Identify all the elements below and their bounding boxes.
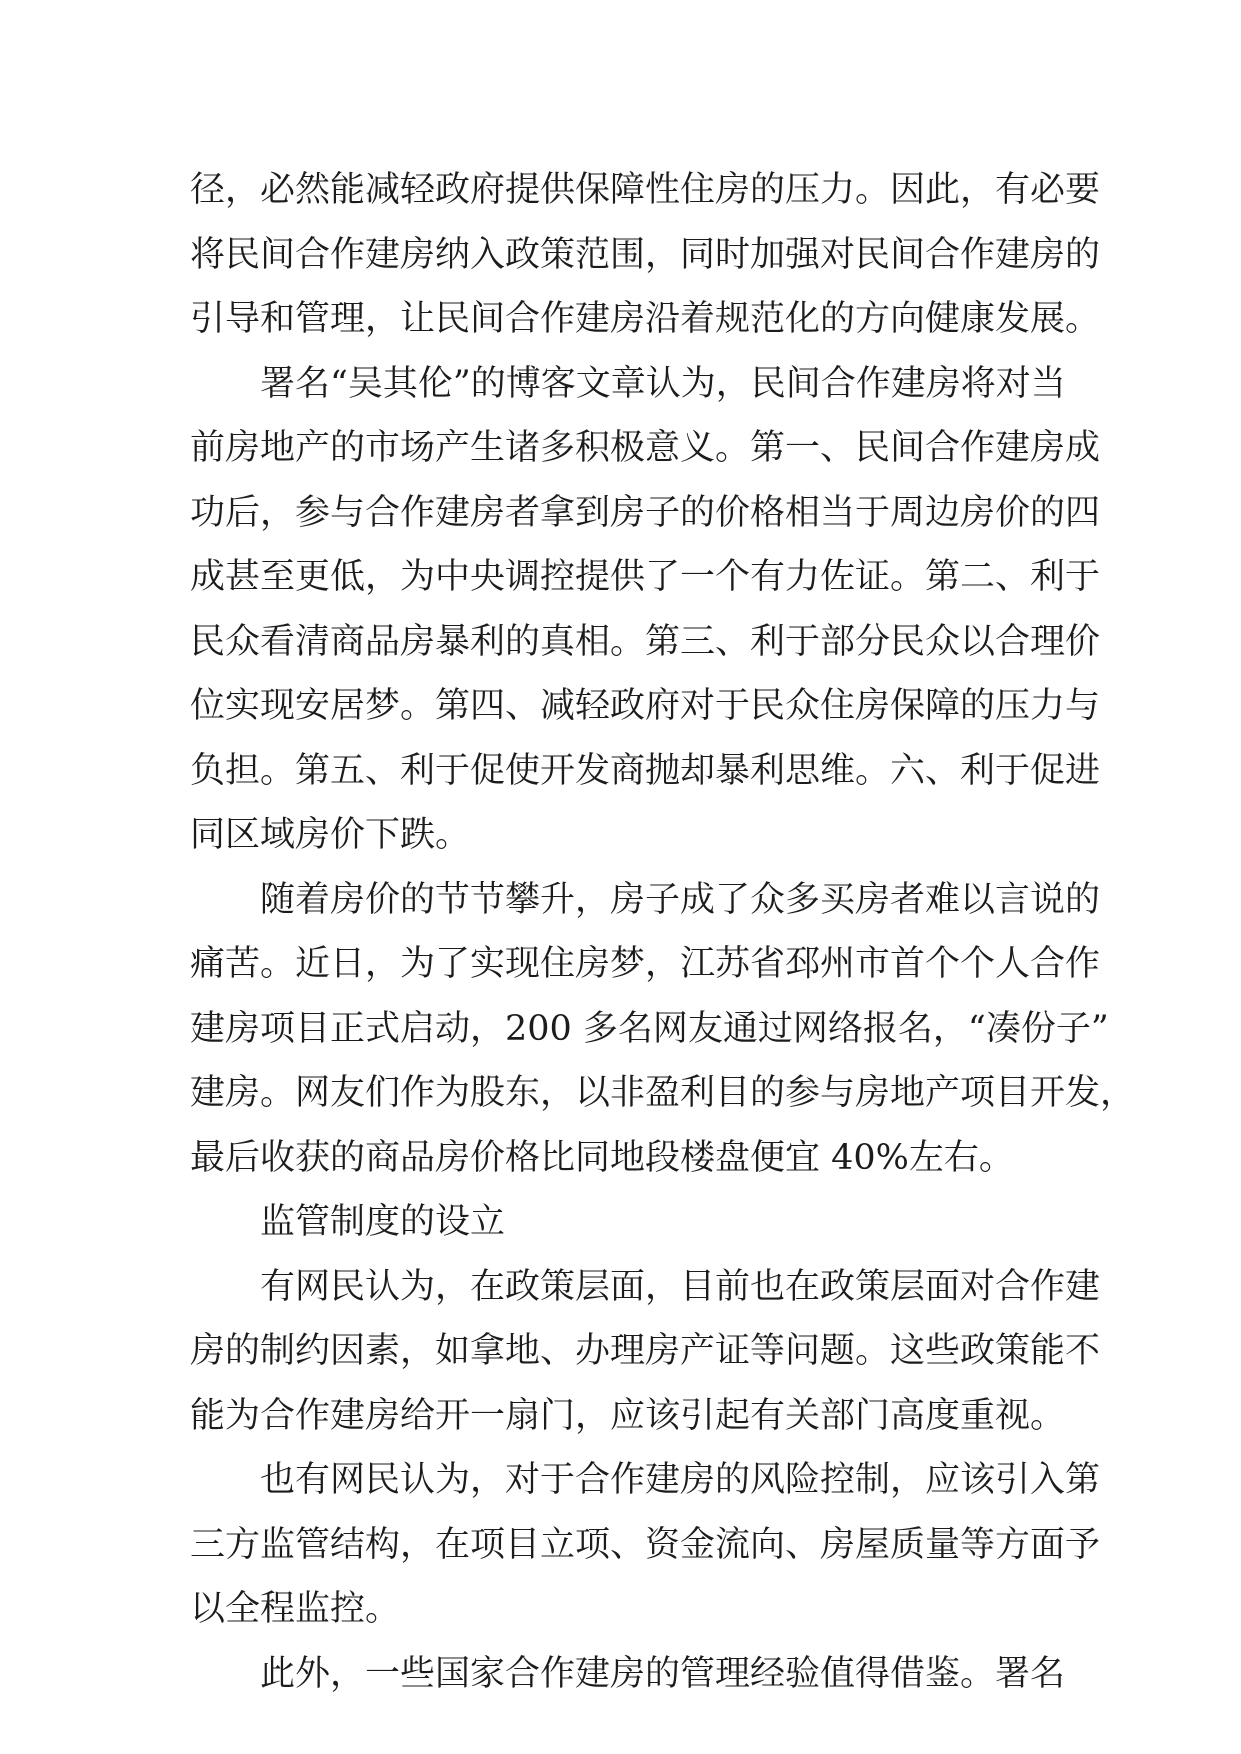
paragraph-last-line: 能为合作建房给开一扇门，应该引起有关部门高度重视。	[190, 1395, 1066, 1436]
text-line: 径，必然能减轻政府提供保障性住房的压力。因此，有必要	[190, 170, 1101, 210]
text-line: 建房项目正式启动，200 多名网友通过网络报名，“凑份子”	[190, 1008, 1109, 1049]
text-line: 民众看清商品房暴利的真相。第三、利于部分民众以合理价	[190, 621, 1101, 662]
text-line: 将民间合作建房纳入政策范围，同时加强对民间合作建房的	[190, 234, 1101, 275]
section-heading: 监管制度的设立	[260, 1202, 506, 1242]
text-line: 建房。网友们作为股东，以非盈利目的参与房地产项目开发，	[190, 1073, 1136, 1113]
text-line: 引导和管理，让民间合作建房沿着规范化的方向健康发展。	[190, 299, 1101, 339]
paragraph-last-line: 最后收获的商品房价格比同地段楼盘便宜 40%左右。	[190, 1137, 1014, 1178]
text-line: 位实现安居梦。第四、减轻政府对于民众住房保障的压力与	[190, 686, 1101, 726]
text-line: 负担。第五、利于促使开发商抛却暴利思维。六、利于促进	[190, 750, 1101, 791]
document-body	[190, 158, 1136, 1706]
text-line: 房的制约因素，如拿地、办理房产证等问题。这些政策能不	[190, 1331, 1101, 1371]
paragraph-first-line: 也有网民认为，对于合作建房的风险控制，应该引入第	[260, 1460, 1101, 1500]
paragraph-last-line: 以全程监控。	[190, 1589, 401, 1629]
text-line: 成甚至更低，为中央调控提供了一个有力佐证。第二、利于	[190, 557, 1101, 597]
paragraph-first-line: 有网民认为，在政策层面，目前也在政策层面对合作建	[260, 1266, 1101, 1307]
paragraph-first-line: 此外，一些国家合作建房的管理经验值得借鉴。署名	[260, 1653, 1066, 1694]
text-line: 痛苦。近日，为了实现住房梦，江苏省邳州市首个个人合作	[190, 944, 1101, 984]
text-line: 三方监管结构，在项目立项、资金流向、房屋质量等方面予	[190, 1524, 1101, 1565]
paragraph-first-line: 署名“吴其伦”的博客文章认为，民间合作建房将对当	[260, 363, 1066, 404]
paragraph-last-line: 同区域房价下跌。	[190, 815, 471, 855]
text-line: 功后，参与合作建房者拿到房子的价格相当于周边房价的四	[190, 492, 1101, 533]
paragraph-first-line: 随着房价的节节攀升，房子成了众多买房者难以言说的	[260, 879, 1101, 920]
text-line: 前房地产的市场产生诸多积极意义。第一、民间合作建房成	[190, 428, 1101, 468]
